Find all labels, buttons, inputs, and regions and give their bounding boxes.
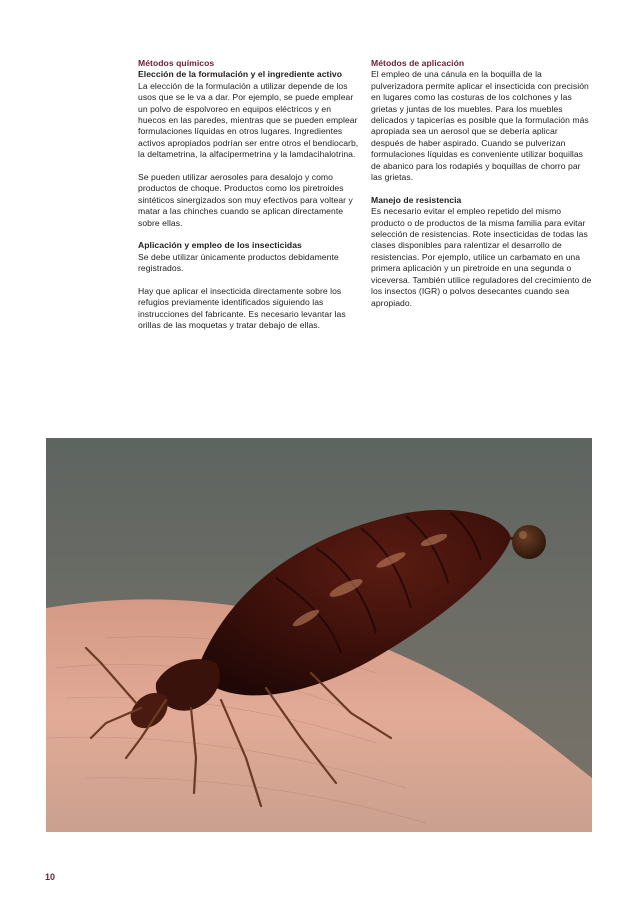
bedbug-photo (46, 438, 592, 832)
subheading-application: Aplicación y empleo de los insecticidas (138, 240, 302, 251)
subheading-formulation: Elección de la formulación y el ingrediente activo (138, 69, 343, 80)
paragraph-refuges: Hay que aplicar el insecticida directamente sobre los refugios previamente identificados siguiendo las instrucciones del fabricante. Es necesario levantar las orillas de las moquetas y tratar debajo de ellas. (138, 286, 346, 331)
paragraph-application: Se debe utilizar únicamente productos debidamente registrados. (138, 251, 339, 274)
paragraph-application-methods: El empleo de una cánula en la boquilla de la pulverizadora permite aplicar el insecticida con precisión en lugares como las costuras de los colchones y las grietas y juntas de los muebles. Para los muebles delicados y tapicerías es posible que la formulación más apropiada sea un aerosol que se debería aplicar después de haber aspirado. Cuando se pulverizan formulaciones líquidas es conveniente utilizar boquillas de abanico para los rodapiés y boquillas de chorro par las grietas. (371, 69, 589, 183)
page-number: 10 (45, 872, 56, 882)
section-heading-chemical-methods: Métodos químicos (138, 58, 215, 68)
right-column (371, 58, 593, 309)
paragraph-resistance: Es necesario evitar el empleo repetido del mismo producto o de productos de la misma familia para evitar selección de resistencias. Rote insecticidas de todas las clases disponibles para ralentizar el desarrollo de resistencias. Por ejemplo, utilice un carbamato en una primera aplicación y un piretroide en una segunda o viceversa. También utilice reguladores del crecimiento de los insectos (IGR) o polvos desecantes cuando sea apropiado. (371, 206, 592, 308)
left-column (138, 58, 360, 332)
paragraph-aerosols: Se pueden utilizar aerosoles para desalojo y como productos de choque. Productos como los piretroides sintéticos sinergizados son muy efectivos para voltear y matar a las chinches cuando se aplican directamente sobre ellas. (138, 172, 353, 228)
subheading-resistance: Manejo de resistencia (371, 194, 462, 205)
section-heading-application-methods: Métodos de aplicación (371, 58, 465, 68)
paragraph-formulation: La elección de la formulación a utilizar depende de los usos que se le va a dar. Por ejemplo, se puede emplear un polvo de espolvoreo en equipos eléctricos y en huecos en las paredes, mientras que se pueden emplear formulaciones líquidas en otros lugares. Ingredientes activos apropiados podrían ser entre otros el bendiocarb, la deltametrina, la alfacipermetrina y la lamdacihalotrina. (138, 80, 359, 160)
